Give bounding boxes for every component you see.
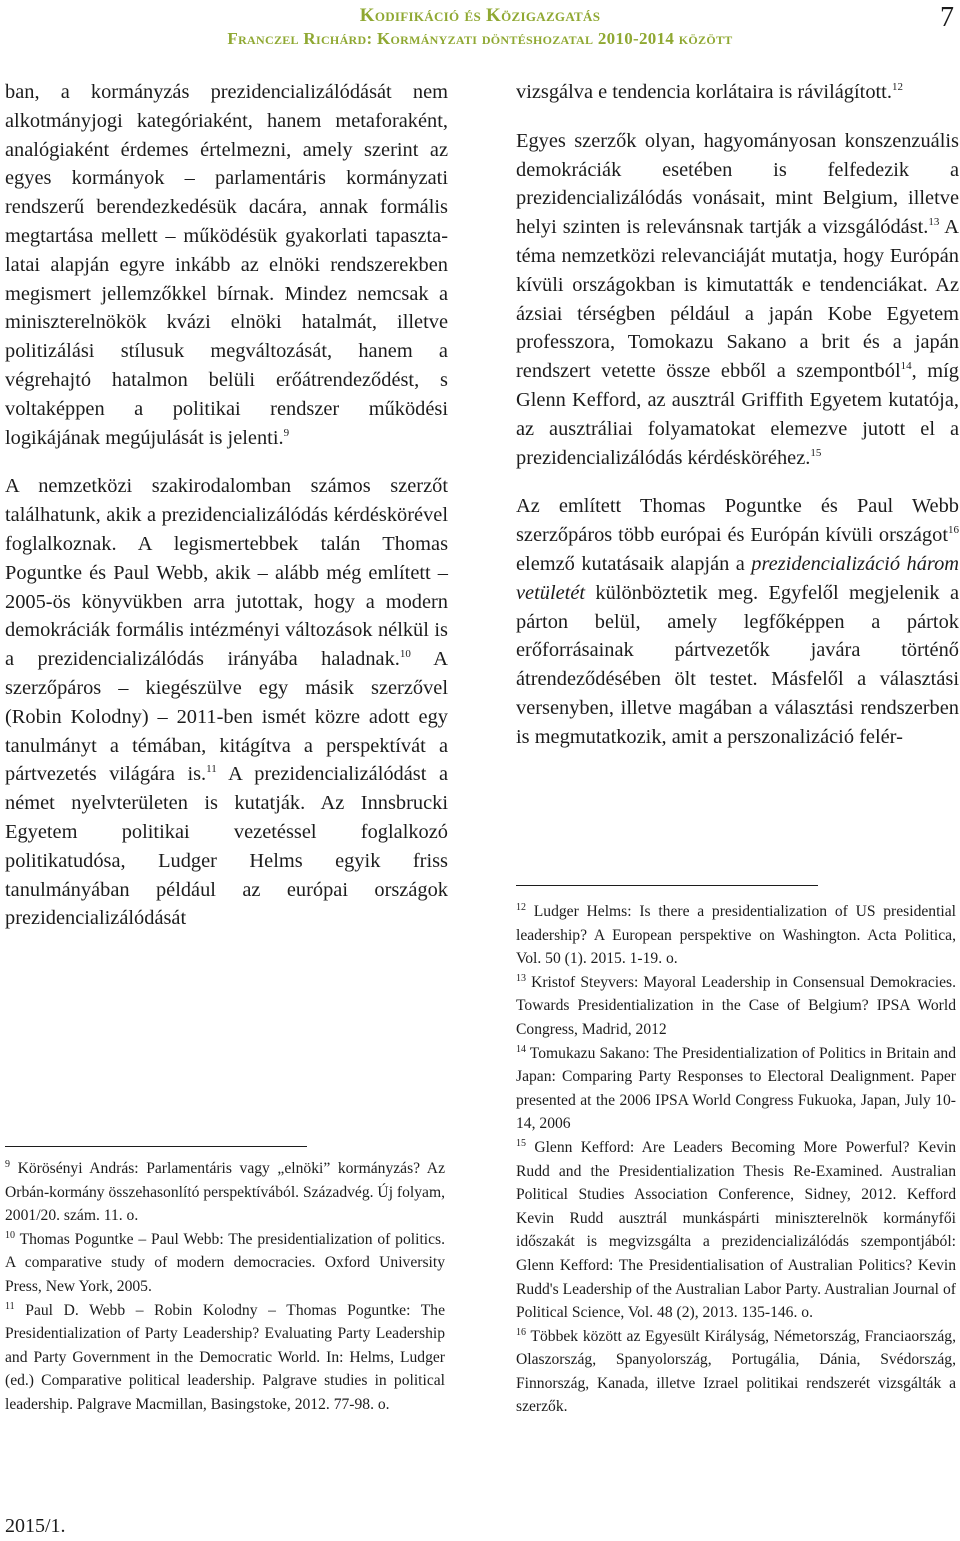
footnote: $^{10}$ Thomas Poguntke – Paul Webb: The presidentialization of politics. A comparative study of modern democracies. Oxford University Press, New York, 2005.	[5, 1229, 445, 1295]
running-head	[0, 4, 960, 50]
italic-phrase: prezidencializáció három vetületét	[516, 552, 959, 604]
footnote: $^{14}$ Tomukazu Sakano: The Presidentialization of Politics in Britain and Japan: Comparing Party Responses to Electoral Dealignment. Paper presented at the 2006 IPSA World Congress Fukuoka, Japan, July 10-14, 2006	[516, 1043, 956, 1133]
footnote-ref[interactable]: 12	[891, 81, 903, 94]
right-footnotes	[516, 900, 956, 1419]
footnote-separator	[5, 1146, 307, 1147]
footnote-ref[interactable]: 10	[399, 648, 411, 661]
paragraph: ban, a kormányzás prezidencializálódását nem alkotmányjogi kategóriaként, hanem metaforaként, analógiaként érdemes értelmezni, amely szerint az egyes kormányok – parlamentáris kormányzati rendszerű berendezkedésük dacára, annak formális megtartása mellett – működésük gyakorlati tapasztalatai alapján egyre inkább az elnöki rendszerekben megismert jellemzőkkel bírnak. Mindez nemcsak a miniszterelnökök kvázi elnöki hatalmát, illetve politizálási stílusuk megváltozását, hanem a végrehajtó hatalmon belüli erőátrendeződést, s voltaképpen a politikai rendszer működési logikájának megújulását is jelenti.$^9$	[5, 81, 448, 449]
footnote: $^9$ Körösényi András: Parlamentáris vagy „elnöki” kormányzás? Az Orbán-kormány összehasonlító perspektívából. Századvég. Új folyam, 2001/20. szám. 11. o.	[5, 1158, 445, 1225]
footnote-separator	[516, 885, 818, 886]
footnote-ref[interactable]: 11	[206, 763, 217, 776]
article-title: Franczel Richárd: Kormányzati döntéshozatal 2010-2014 között	[227, 29, 733, 48]
paragraph: Az említett Thomas Poguntke és Paul Webb szerzőpáros több európai és Európán kívüli országot$^{16}$ elemző kutatásaik alapján a prezidencializáció három vetületét különböztetik meg. Egyfelől megjelenik a párton belül, amely legfőképpen a pártok erőforrásainak pártvezetők javára történő átrendeződésében ölt testet. Másfelől a választási versenyben, illetve magában a választási rendszerben is megmutatkozik, amit a perszonalizáció felér-	[516, 495, 959, 748]
left-column	[5, 78, 448, 933]
paragraph: vizsgálva e tendencia korlátaira is rávilágított.$^{12}$	[516, 81, 903, 103]
paragraph: Egyes szerzők olyan, hagyományosan konszenzuális demokráciák esetében is felfedezik a prezidencializálódás vonásait, mint Belgium, illetve helyi szinten is relevánsnak tartják a vizsgálódást.$^{13}$ A téma nemzetközi relevanciáját mutatja, hogy Európán kívüli országokban is kimutatták e tendenciákat. Az ázsiai térségben például a japán Kobe Egyetem professzora, Tomokazu Sakano a brit és a japán rendszert vetette össze ebből a szempontból$^{14}$, míg Glenn Kefford, az ausztrál Griffith Egyetem kutatója, az ausztráliai folyamatokat elemezve jutott el a prezidencializálódás kérdésköréhez.$^{15}$	[516, 129, 959, 469]
footnote: $^{12}$ Ludger Helms: Is there a presidentialization of US presidential leadership? A European perspektive on Washington. Acta Politica, Vol. 50 (1). 2015. 1-19. o.	[516, 901, 956, 968]
left-footnotes	[5, 1157, 445, 1417]
right-column	[516, 78, 959, 752]
journal-title: Kodifikáció és Közigazgatás	[359, 5, 601, 26]
footnote: $^{11}$ Paul D. Webb – Robin Kolodny – Thomas Poguntke: The Presidentialization of Party Leadership? Evaluating Party Leadership and Party Government in the Democratic World. In: Helms, Ludger (ed.) Comparative political leadership. Palgrave studies in political leadership. Palgrave Macmillan, Basingstoke, 2012. 77-98. o.	[5, 1300, 445, 1413]
issue-number: 2015/1.	[5, 1515, 66, 1537]
footnote: $^{15}$ Glenn Kefford: Are Leaders Becoming More Powerful? Kevin Rudd and the Presidentialization Thesis Re-Examined. Australian Political Studies Association Conference, Sidney, 2012. Kefford Kevin Rudd ausztrál munkáspárti miniszterelnök kormányfői időszakát is megvizsgálta a prezidencializálódás szempontjából: Glenn Kefford: The Presidentialisation of Australian Politics? Kevin Rudd's Leadership of the Australian Labor Party. Australian Journal of Political Science, Vol. 48 (2), 2013. 135-146. o.	[516, 1137, 956, 1322]
footnote: $^{13}$ Kristof Steyvers: Mayoral Leadership in Consensual Demokracies. Towards Presidentialization in the Case of Belgium? IPSA World Congress, Madrid, 2012	[516, 972, 956, 1038]
paragraph: A nemzetközi szakirodalomban számos szerzőt találhatunk, akik a prezidencializálódás kérdéskörével foglalkoznak. A legismertebbek talán Thomas Poguntke és Paul Webb, akik – alább még említett – 2005-ös könyvükben arra jutottak, hogy a modern demokráciák formális intézményi változások nélkül is a prezidencializálódás irányába haladnak.$^{10}$ A szerzőpáros – kiegészülve egy másik szerzővel (Robin Kolodny) – 2011-ben ismét közre adott egy tanulmányt a témában, kitágítva a perspektívát a pártvezetés világára is.$^{11}$ A prezidencializálódást a német nyelvterületen is kutatják. Az Innsbrucki Egyetem politikai vezetéssel foglalkozó politikatudósa, Ludger Helms egyik friss tanulmányában például az európai országok prezidencializálódását	[5, 475, 448, 930]
footnote-ref[interactable]: 16	[948, 524, 959, 537]
page-number: 7	[940, 2, 954, 33]
footnote: $^{16}$ Többek között az Egyesült Királyság, Németország, Franciaország, Olaszország, Spanyolország, Portugália, Dánia, Svédország, Finnország, Kanada, illetve Izrael politikai rendszerét vizsgálták a szerzők.	[516, 1326, 956, 1416]
footnote-ref[interactable]: 14	[900, 360, 912, 373]
footnote-ref[interactable]: 13	[928, 216, 940, 229]
footnote-ref[interactable]: 15	[810, 446, 822, 459]
footnote-ref[interactable]: 9	[283, 426, 290, 439]
